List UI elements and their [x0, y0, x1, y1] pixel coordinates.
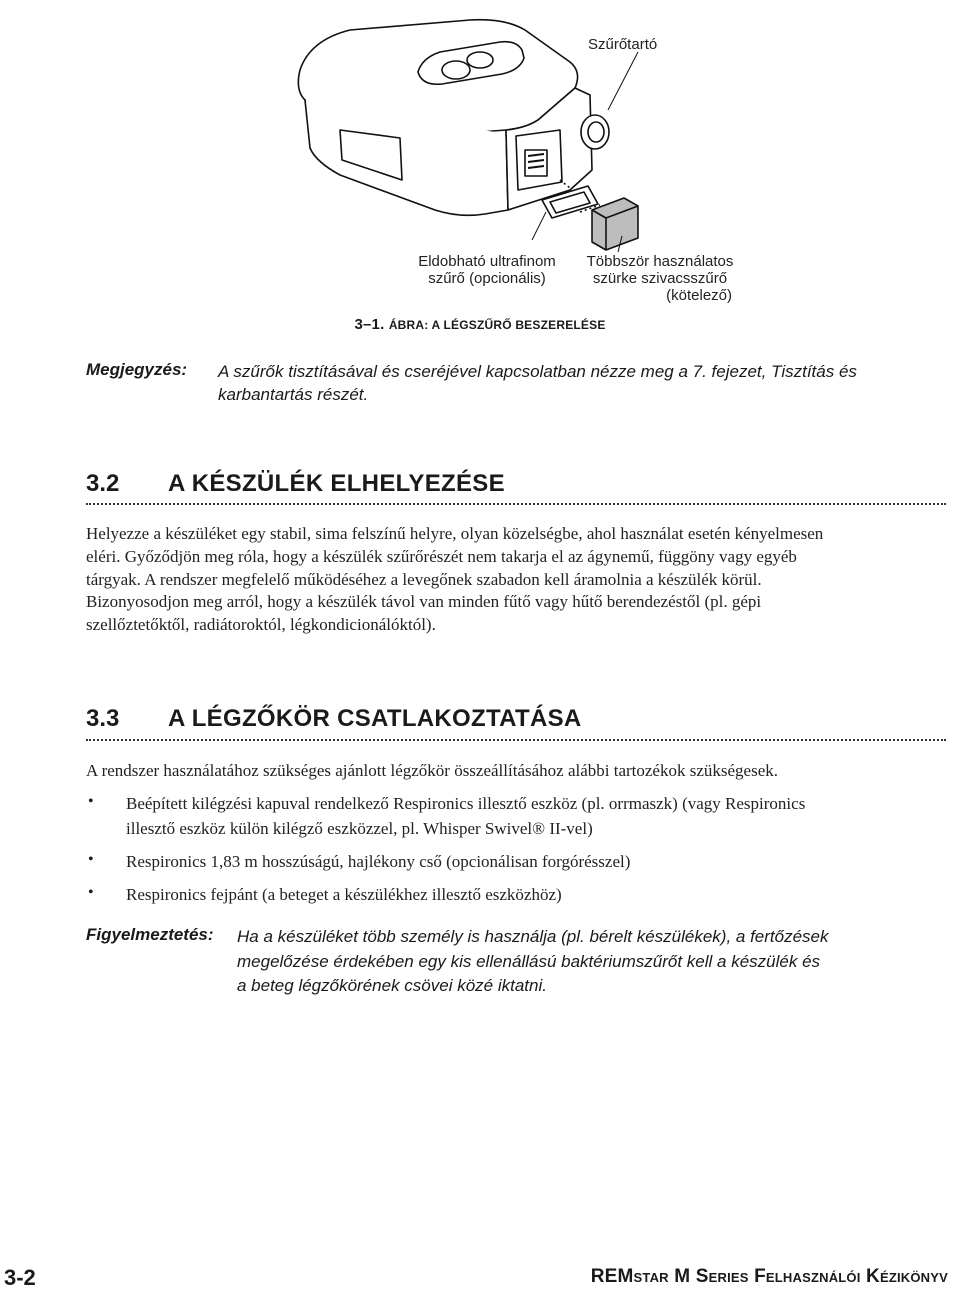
warning-line3: a beteg légzőkörének csövei közé iktatni.	[237, 976, 547, 995]
note-label: Megjegyzés:	[86, 360, 188, 379]
section-3-2-line: tárgyak. A rendszer megfelelő működéséhez a levegőnek szabadon kell áramolnia a készülék körül.	[86, 569, 762, 589]
bullet-marker: •	[88, 851, 94, 868]
section-3-3-intro: A rendszer használatához szükséges ajánlott légzőkör összeállításához alábbi tartozékok szükségesek.	[86, 761, 779, 780]
bullet-1-line1: Beépített kilégzési kapuval rendelkező Respironics illesztő eszköz (pl. orrmaszk) (vagy Respironics	[126, 794, 806, 813]
label-filter-holder: Szűrőtartó	[588, 36, 658, 53]
section-3-2-body	[86, 523, 946, 637]
warning-line2: megelőzése érdekében egy kis ellenállású baktériumszűrőt kell a készülék és	[237, 951, 821, 971]
caption-text: ÁBRA: A LÉGSZŰRŐ BESZERELÉSE	[388, 318, 606, 332]
section-3-3-title	[168, 705, 582, 733]
note-line2: karbantartás részét.	[218, 385, 369, 404]
section-3-3-title-text: A LÉGZŐKÖR CSATLAKOZTATÁSA	[168, 705, 582, 732]
bullet-item	[126, 849, 946, 874]
bullet-1-line2: illesztő eszköz külön kilégző eszközzel, pl. Whisper Swivel® II-vel)	[126, 819, 593, 838]
section-3-3-number: 3.3	[86, 705, 120, 732]
warning-line1: Ha a készüléket több személy is használja (pl. bérelt készülékek), a fertőzések	[237, 927, 829, 946]
note-line1: A szűrők tisztításával és cseréjével kapcsolatban nézze meg a 7. fejezet, Tisztítás és	[218, 362, 857, 381]
section-3-2-title	[168, 470, 505, 498]
page-number: 3-2	[4, 1265, 36, 1290]
figure-caption	[0, 316, 960, 333]
label-reusable-line1: Többször használatos	[586, 253, 734, 270]
label-ultrafine-line1: Eldobható ultrafinom	[418, 253, 556, 270]
label-reusable-filter	[570, 253, 750, 304]
warning-label: Figyelmeztetés:	[86, 925, 214, 944]
section-3-2-divider	[86, 503, 946, 505]
section-3-2-line: eléri. Győződjön meg róla, hogy a készülék szűrőrészét nem takarja el az ágynemű, függöny vagy egyéb	[86, 546, 797, 566]
label-ultrafine-line2: szűrő (opcionális)	[428, 270, 546, 287]
manual-title-text: REMstar M Series Felhasználói Kézikönyv	[590, 1266, 948, 1287]
label-reusable-line2: szürke szivacsszűrő	[592, 270, 728, 287]
note-text	[218, 360, 938, 406]
bullet-marker: •	[88, 793, 94, 810]
warning-text	[237, 925, 937, 999]
section-3-2-line: szellőztetőktől, radiátoroktól, légkondicionálóktól).	[86, 615, 436, 635]
bullet-item	[126, 791, 946, 841]
section-3-2-line: Bizonyosodjon meg arról, hogy a készülék távol van minden fűtő vagy hűtő berendezéstől (pl. gépi	[86, 592, 762, 612]
section-3-2-line: Helyezze a készüléket egy stabil, sima felszínű helyre, olyan közelségbe, ahol használat esetén kényelmesen	[86, 524, 824, 543]
bullet-3-line1: Respironics fejpánt (a beteget a készülékhez illesztő eszközhöz)	[126, 885, 562, 904]
label-ultrafine-filter	[412, 253, 562, 287]
label-reusable-line3: (kötelező)	[666, 287, 732, 304]
caption-number: 3–1.	[354, 316, 389, 333]
bullet-2-line1: Respironics 1,83 m hosszúságú, hajlékony cső (opcionálisan forgórésszel)	[126, 852, 631, 871]
bullet-item	[126, 882, 946, 907]
section-3-2-title-text: A KÉSZÜLÉK ELHELYEZÉSE	[168, 470, 505, 497]
manual-title	[591, 1266, 948, 1288]
section-3-3-divider	[86, 739, 946, 741]
section-3-2-number: 3.2	[86, 470, 120, 497]
air-filter-figure	[270, 0, 740, 304]
bullet-marker: •	[88, 884, 94, 901]
